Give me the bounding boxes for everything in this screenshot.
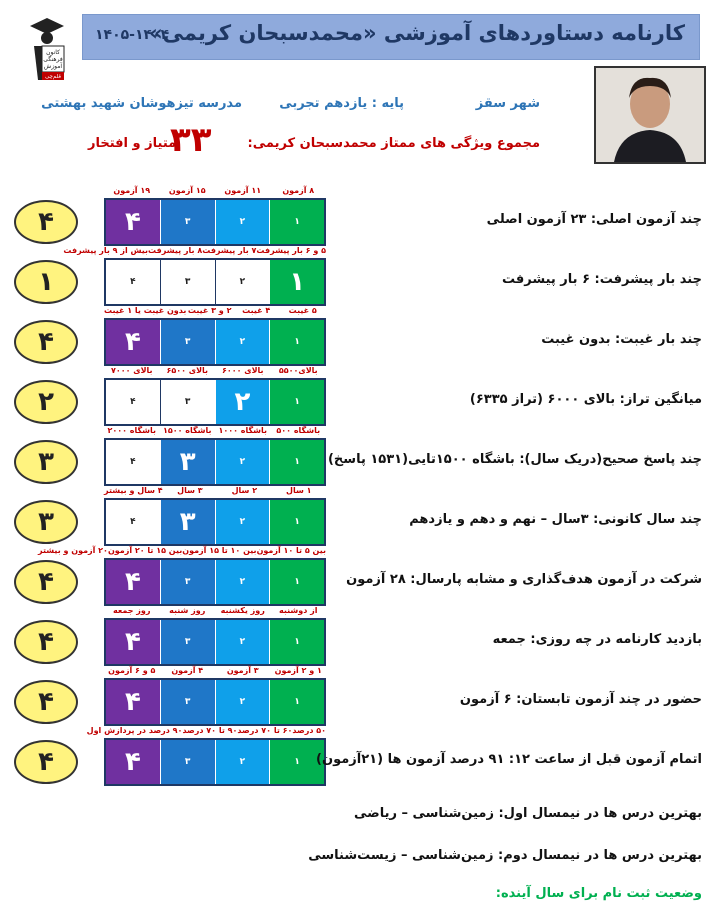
row-captions bbox=[104, 426, 326, 435]
svg-text:فرهنگی: فرهنگی bbox=[43, 56, 63, 63]
achievement-label: چند سال کانونی: ۳سال – نهم و دهم و یازدهم bbox=[409, 512, 702, 527]
score-circle: ۴ bbox=[14, 320, 78, 364]
achievement-label: میانگین تراز: بالای ۶۰۰۰ (تراز ۶۳۳۵) bbox=[469, 392, 702, 407]
score-circle: ۴ bbox=[14, 560, 78, 604]
city: شهر سقز bbox=[475, 96, 540, 111]
achievement-label: چند آزمون اصلی: ۲۳ آزمون اصلی bbox=[486, 212, 702, 227]
level-caption: ۹۰ درصد در پردازش اول bbox=[86, 726, 183, 735]
level-boxes bbox=[104, 378, 326, 426]
level-box-1: ۱ bbox=[269, 620, 324, 664]
level-box-2: ۲ bbox=[215, 260, 270, 304]
level-box-4: ۴ bbox=[106, 680, 160, 724]
achievement-label: اتمام آزمون قبل از ساعت ۱۲: ۹۱ درصد آزمون ها (۲۱آزمون) bbox=[316, 752, 702, 767]
level-caption: ۸ بار پیشرفت bbox=[148, 246, 203, 255]
level-caption: بدون غیبت یا ۱ غیبت bbox=[104, 306, 187, 315]
level-caption: ۳ آزمون bbox=[226, 666, 259, 675]
level-boxes bbox=[104, 738, 326, 786]
report-year: ۱۴۰۵-۱۴۰۴ bbox=[95, 27, 170, 43]
score-circle: ۱ bbox=[14, 260, 78, 304]
level-box-3: ۳ bbox=[160, 320, 215, 364]
points-label: امتیاز و افتخار bbox=[88, 136, 181, 151]
score-circle: ۴ bbox=[14, 740, 78, 784]
level-caption: بین ۱۵ تا ۲۰ آزمون bbox=[107, 546, 183, 555]
achievement-label: شرکت در آزمون هدف‌گذاری و مشابه پارسال: ۲۸ آزمون bbox=[346, 572, 702, 587]
level-box-1: ۱ bbox=[269, 380, 324, 424]
level-box-3: ۳ bbox=[160, 560, 215, 604]
achievement-label: چند بار پیشرفت: ۶ بار پیشرفت bbox=[501, 272, 702, 287]
row-captions bbox=[104, 666, 326, 675]
best-subjects-first-term: بهترین درس ها در نیمسال اول: زمین‌شناسی – ریاضی bbox=[353, 806, 702, 821]
level-boxes bbox=[104, 258, 326, 306]
level-caption: بیش از ۹ بار پیشرفت bbox=[63, 246, 149, 255]
level-box-1: ۱ bbox=[269, 200, 324, 244]
level-caption: ۸ آزمون bbox=[282, 186, 315, 195]
level-boxes bbox=[104, 618, 326, 666]
row-captions bbox=[104, 486, 326, 495]
level-box-3: ۳ bbox=[160, 740, 215, 784]
level-box-3: ۳ bbox=[160, 440, 215, 484]
row-captions bbox=[104, 366, 326, 375]
level-boxes bbox=[104, 318, 326, 366]
level-box-2: ۲ bbox=[215, 380, 270, 424]
level-boxes bbox=[104, 498, 326, 546]
level-box-3: ۳ bbox=[160, 200, 215, 244]
score-circle: ۳ bbox=[14, 440, 78, 484]
level-caption: بین ۱۰ تا ۱۵ آزمون bbox=[182, 546, 257, 555]
level-caption: ۵ و ۶ آزمون bbox=[108, 666, 156, 675]
achievement-label: حضور در چند آزمون تابستان: ۶ آزمون bbox=[459, 692, 702, 707]
score-circle: ۴ bbox=[14, 680, 78, 724]
level-caption: روز جمعه bbox=[113, 606, 151, 615]
level-box-3: ۳ bbox=[160, 680, 215, 724]
level-caption: باشگاه ۱۵۰۰ bbox=[162, 426, 212, 435]
level-box-3: ۳ bbox=[160, 260, 215, 304]
level-box-2: ۲ bbox=[215, 560, 270, 604]
level-box-1: ۱ bbox=[269, 680, 324, 724]
level-caption: ۴ غیبت bbox=[242, 306, 271, 315]
level-box-4: ۴ bbox=[106, 440, 160, 484]
score-circle: ۴ bbox=[14, 200, 78, 244]
row-captions bbox=[38, 546, 326, 555]
achievement-label: چند بار غیبت: بدون غیبت bbox=[541, 332, 702, 347]
level-caption: باشگاه ۲۰۰۰ bbox=[107, 426, 157, 435]
level-caption: ۳ سال bbox=[177, 486, 203, 495]
level-box-1: ۱ bbox=[269, 740, 324, 784]
level-caption: ۱ و ۲ آزمون bbox=[274, 666, 322, 675]
level-caption: ۱۱ آزمون bbox=[224, 186, 262, 195]
level-box-2: ۲ bbox=[215, 320, 270, 364]
row-captions bbox=[63, 246, 326, 255]
level-caption: بالای ۶۵۰۰ bbox=[166, 366, 209, 375]
level-caption: بالای ۶۰۰۰ bbox=[221, 366, 264, 375]
report-title: کارنامه دستاوردهای آموزشی «محمدسبحان کریمی» bbox=[149, 21, 685, 45]
svg-text:کانون: کانون bbox=[46, 49, 60, 56]
level-caption: ۵۰ درصد bbox=[292, 726, 326, 735]
level-boxes bbox=[104, 198, 326, 246]
level-caption: روز شنبه bbox=[169, 606, 206, 615]
score-circle: ۴ bbox=[14, 620, 78, 664]
level-caption: ۲ و ۳ غیبت bbox=[187, 306, 232, 315]
level-caption: باشگاه ۱۰۰۰ bbox=[218, 426, 268, 435]
level-caption: ۵ غیبت bbox=[288, 306, 317, 315]
level-boxes bbox=[104, 558, 326, 606]
level-box-4: ۴ bbox=[106, 200, 160, 244]
level-caption: ۷ بار پیشرفت bbox=[202, 246, 257, 255]
level-box-3: ۳ bbox=[160, 620, 215, 664]
kanoon-logo bbox=[20, 16, 74, 84]
level-box-4: ۴ bbox=[106, 260, 160, 304]
level-box-2: ۲ bbox=[215, 440, 270, 484]
registration-status: وضعیت ثبت نام برای سال آینده: bbox=[495, 886, 702, 901]
level-box-2: ۲ bbox=[215, 620, 270, 664]
achievement-label: بازدید کارنامه در چه روزی: جمعه bbox=[492, 632, 702, 647]
level-caption: بالای ۷۰۰۰ bbox=[110, 366, 153, 375]
level-caption: ۴ آزمون bbox=[171, 666, 204, 675]
level-caption: ۱۹ آزمون bbox=[113, 186, 151, 195]
level-box-2: ۲ bbox=[215, 500, 270, 544]
level-caption: بین ۵ تا ۱۰ آزمون bbox=[256, 546, 326, 555]
level-box-1: ۱ bbox=[269, 500, 324, 544]
level-caption: بالای۵۵۰۰ bbox=[278, 366, 318, 375]
level-caption: ۴ سال و بیشتر bbox=[104, 486, 163, 495]
row-captions bbox=[86, 726, 326, 735]
level-caption: از دوشنبه bbox=[279, 606, 318, 615]
level-box-3: ۳ bbox=[160, 500, 215, 544]
level-box-4: ۴ bbox=[106, 740, 160, 784]
school-name: مدرسه تیزهوشان شهید بهشتی bbox=[41, 96, 242, 111]
grade: پایه : یازدهم تجربی bbox=[279, 96, 404, 111]
level-caption: ۹۰ تا ۷۰ درصد bbox=[182, 726, 238, 735]
score-circle: ۲ bbox=[14, 380, 78, 424]
level-box-4: ۴ bbox=[106, 380, 160, 424]
level-box-4: ۴ bbox=[106, 560, 160, 604]
level-caption: ۵ و ۶ بار پیشرفت bbox=[256, 246, 326, 255]
achievement-label: چند پاسخ صحیح(دریک سال): باشگاه ۱۵۰۰تایی(۱۵۳۱ پاسخ) bbox=[327, 452, 702, 467]
svg-text:قلم‌چی: قلم‌چی bbox=[44, 74, 62, 80]
level-caption: باشگاه ۵۰۰ bbox=[276, 426, 321, 435]
student-photo bbox=[594, 66, 706, 164]
level-box-2: ۲ bbox=[215, 680, 270, 724]
level-box-1: ۱ bbox=[269, 560, 324, 604]
row-captions bbox=[104, 606, 326, 615]
level-caption: ۱۵ آزمون bbox=[168, 186, 206, 195]
row-captions bbox=[104, 186, 326, 195]
level-box-1: ۱ bbox=[269, 320, 324, 364]
level-caption: ۱ سال bbox=[286, 486, 312, 495]
level-caption: ۲۰ آزمون و بیشتر bbox=[38, 546, 108, 555]
svg-text:آموزش: آموزش bbox=[43, 63, 63, 70]
level-box-2: ۲ bbox=[215, 200, 270, 244]
level-box-3: ۳ bbox=[160, 380, 215, 424]
level-box-4: ۴ bbox=[106, 620, 160, 664]
level-box-1: ۱ bbox=[269, 440, 324, 484]
level-boxes bbox=[104, 678, 326, 726]
level-box-4: ۴ bbox=[106, 500, 160, 544]
report-header bbox=[82, 14, 700, 60]
level-caption: روز یکشنبه bbox=[220, 606, 265, 615]
total-points: ۳۳ bbox=[170, 120, 212, 160]
score-circle: ۳ bbox=[14, 500, 78, 544]
features-label: مجموع ویژگی های ممتاز محمدسبحان کریمی: bbox=[247, 136, 540, 151]
level-caption: ۲ سال bbox=[231, 486, 258, 495]
best-subjects-second-term: بهترین درس ها در نیمسال دوم: زمین‌شناسی – زیست‌شناسی bbox=[308, 848, 702, 863]
level-caption: ۶۰ تا ۷۰ درصد bbox=[237, 726, 293, 735]
level-box-1: ۱ bbox=[269, 260, 324, 304]
level-box-2: ۲ bbox=[215, 740, 270, 784]
level-box-4: ۴ bbox=[106, 320, 160, 364]
row-captions bbox=[104, 306, 326, 315]
level-boxes bbox=[104, 438, 326, 486]
